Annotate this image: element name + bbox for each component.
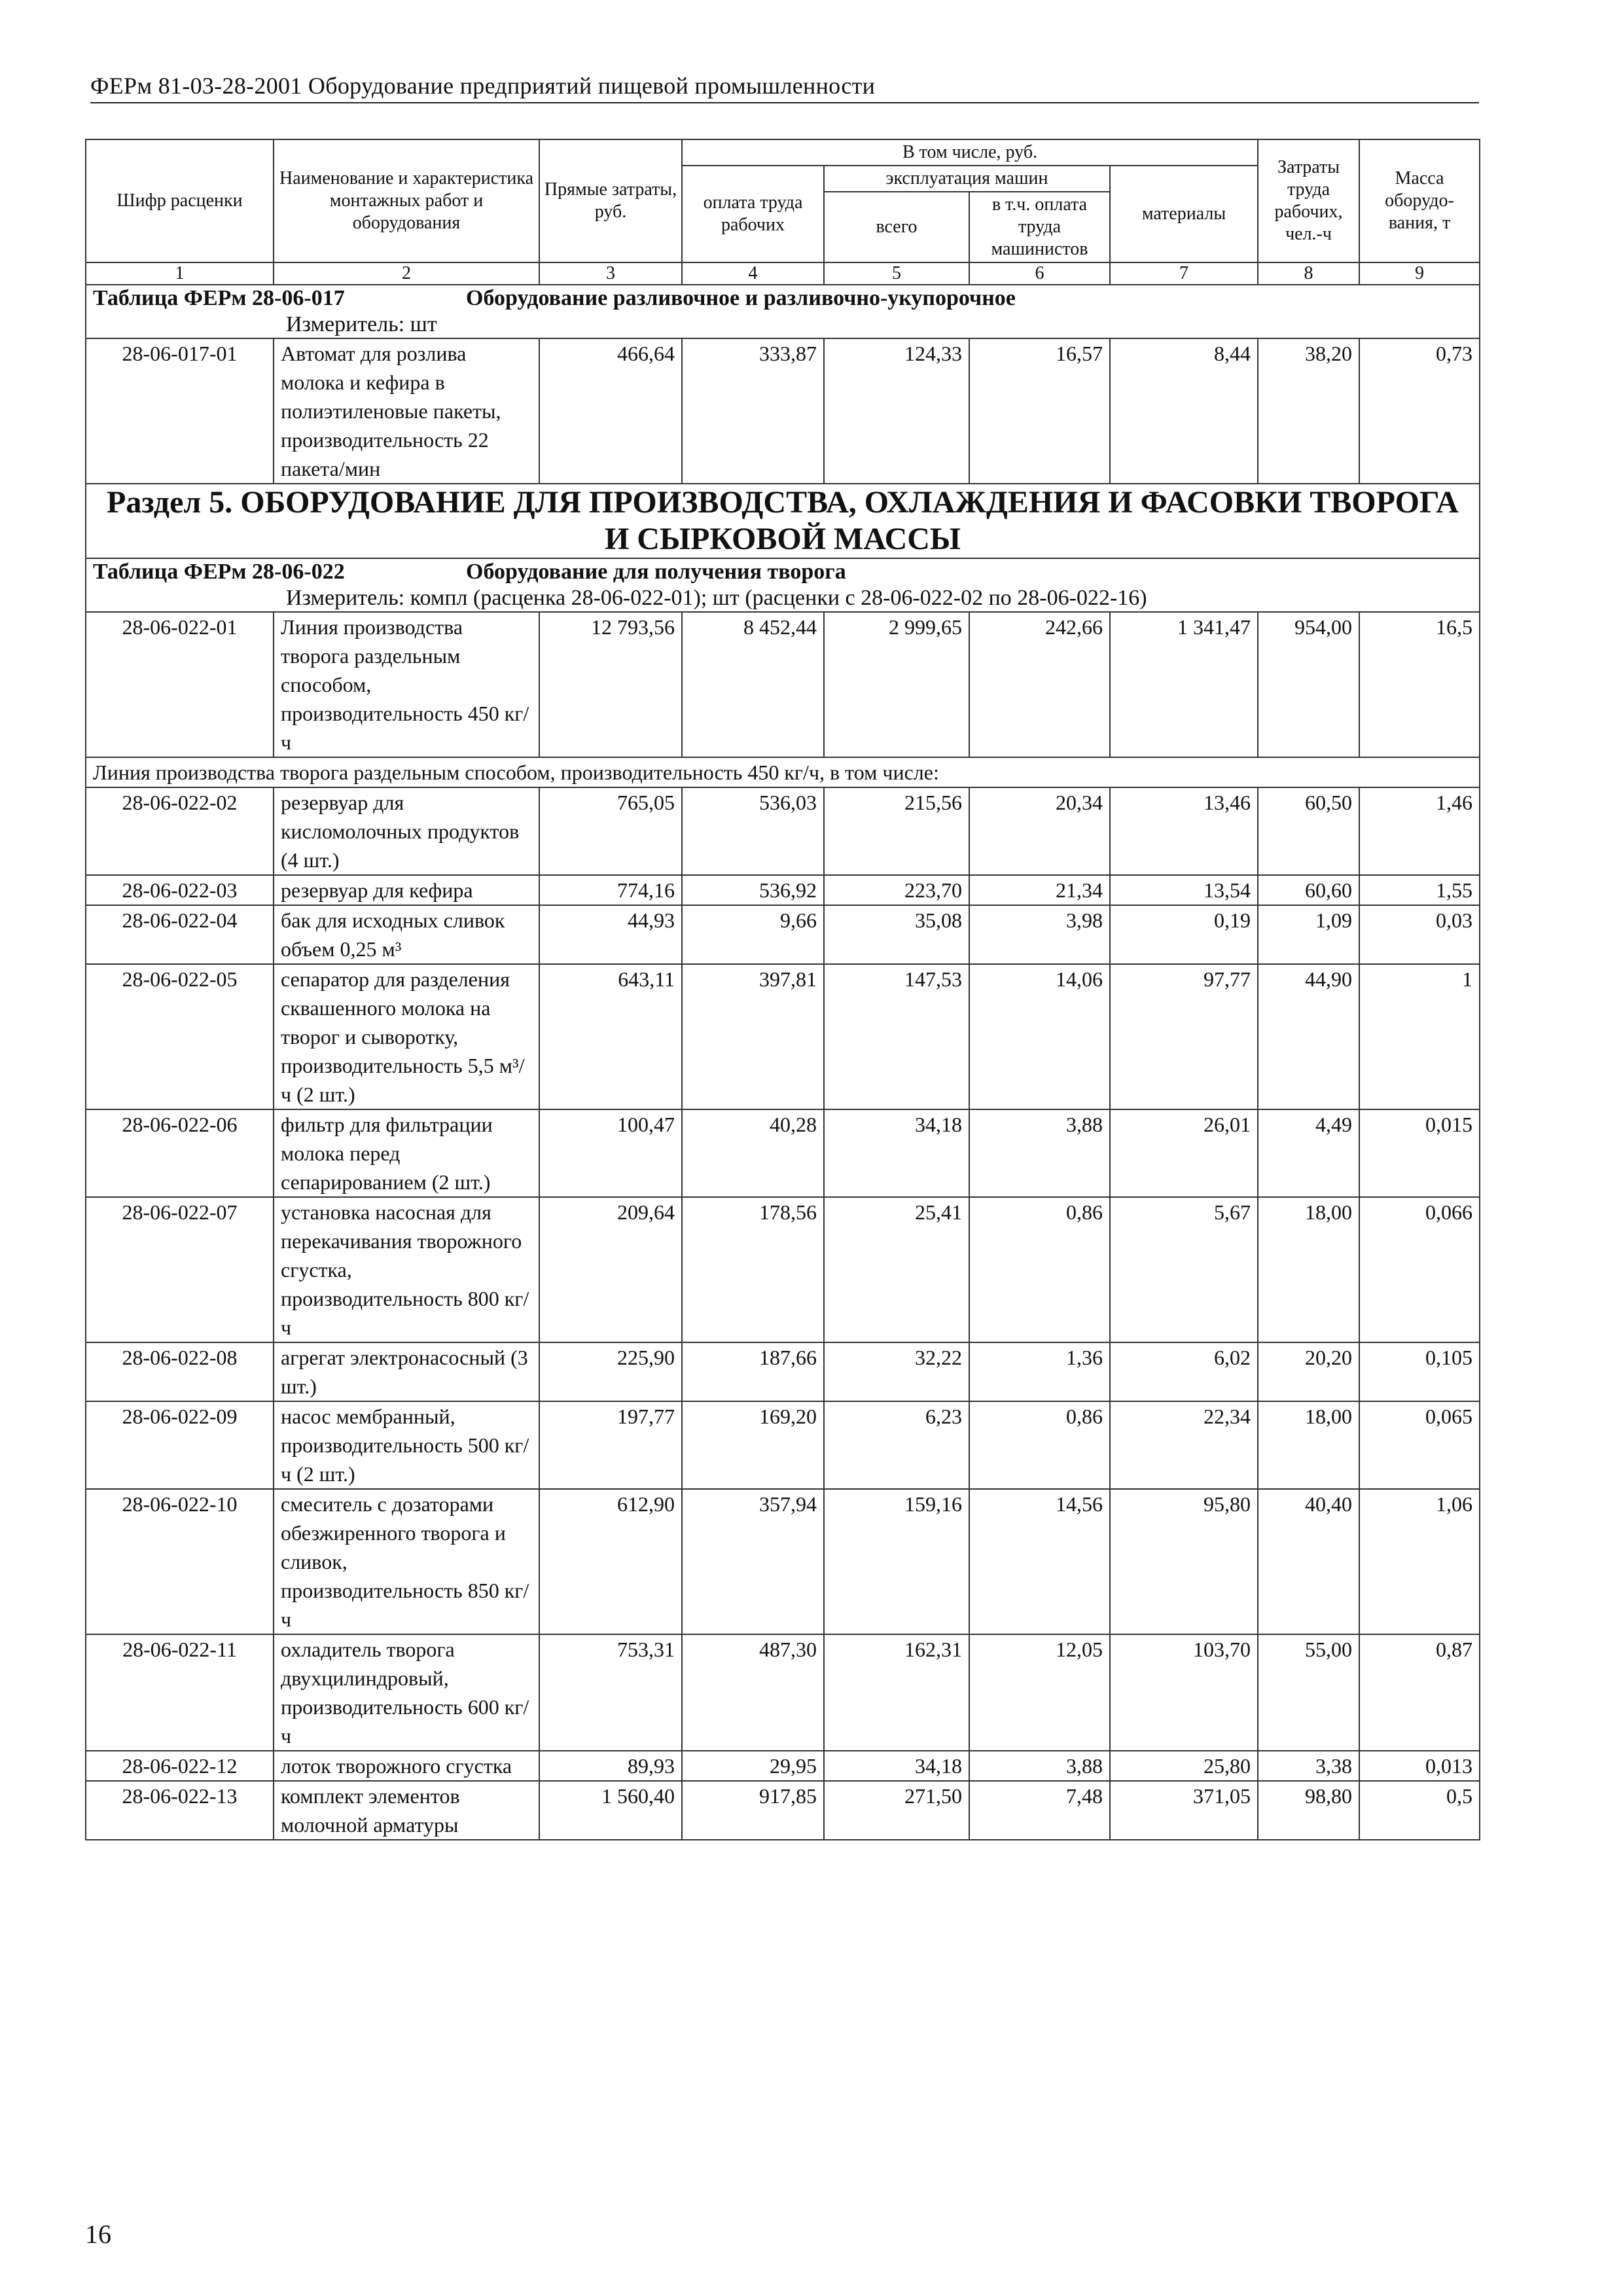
- machine-total: 223,70: [824, 875, 969, 905]
- wage-cost: 333,87: [682, 338, 824, 484]
- machine-total: 6,23: [824, 1401, 969, 1489]
- materials-cost: 26,01: [1110, 1109, 1258, 1197]
- equipment-mass: 0,87: [1359, 1634, 1480, 1751]
- machinist-wage: 242,66: [969, 612, 1110, 757]
- machine-total: 159,16: [824, 1489, 969, 1634]
- table-row: [86, 1109, 1480, 1197]
- machine-total: 215,56: [824, 787, 969, 875]
- table-row: [86, 1197, 1480, 1342]
- col-name: Наименование и характеристика монтажных работ и оборудования: [274, 139, 539, 262]
- column-numbers: [86, 262, 1480, 285]
- machinist-wage: 7,48: [969, 1781, 1110, 1840]
- materials-cost: 13,46: [1110, 787, 1258, 875]
- table1-name: Таблица ФЕРм 28-06-017: [93, 286, 345, 310]
- direct-cost: 1 560,40: [539, 1781, 682, 1840]
- materials-cost: 8,44: [1110, 338, 1258, 484]
- rate-code: 28-06-022-13: [86, 1781, 274, 1840]
- page-header: ФЕРм 81-03-28-2001 Оборудование предприятий пищевой промышленности: [90, 72, 1479, 103]
- section-heading: [86, 484, 1480, 558]
- wage-cost: 8 452,44: [682, 612, 824, 757]
- wage-cost: 9,66: [682, 905, 824, 964]
- rate-code: 28-06-022-08: [86, 1342, 274, 1401]
- work-name: установка насосная для перекачивания творожного сгустка, производительность 800 кг/ч: [274, 1197, 539, 1342]
- labor-hours: 98,80: [1258, 1781, 1359, 1840]
- col-num: 9: [1359, 262, 1480, 285]
- wage-cost: 917,85: [682, 1781, 824, 1840]
- table-row: [86, 612, 1480, 757]
- machine-total: 34,18: [824, 1751, 969, 1781]
- table1-measure: Измеритель: шт: [286, 312, 437, 336]
- table-header: [86, 139, 1480, 285]
- work-name: агрегат электронасосный (3 шт.): [274, 1342, 539, 1401]
- machinist-wage: 21,34: [969, 875, 1110, 905]
- rate-code: 28-06-022-02: [86, 787, 274, 875]
- labor-hours: 954,00: [1258, 612, 1359, 757]
- equipment-mass: 0,013: [1359, 1751, 1480, 1781]
- table-row: [86, 1489, 1480, 1634]
- col-num: 1: [86, 262, 274, 285]
- col-labor: Затраты труда рабочих, чел.-ч: [1258, 139, 1359, 262]
- table2-title: Оборудование для получения творога: [466, 560, 846, 584]
- wage-cost: 29,95: [682, 1751, 824, 1781]
- equipment-mass: 1,06: [1359, 1489, 1480, 1634]
- materials-cost: 1 341,47: [1110, 612, 1258, 757]
- direct-cost: 774,16: [539, 875, 682, 905]
- rate-code: 28-06-022-04: [86, 905, 274, 964]
- machinist-wage: 0,86: [969, 1197, 1110, 1342]
- direct-cost: 209,64: [539, 1197, 682, 1342]
- materials-cost: 22,34: [1110, 1401, 1258, 1489]
- wage-cost: 487,30: [682, 1634, 824, 1751]
- wage-cost: 397,81: [682, 964, 824, 1109]
- equipment-mass: 0,015: [1359, 1109, 1480, 1197]
- equipment-mass: 0,066: [1359, 1197, 1480, 1342]
- col-incl: В том числе, руб.: [682, 139, 1258, 166]
- table-row: [86, 1401, 1480, 1489]
- table-row: [86, 875, 1480, 905]
- col-num: 5: [824, 262, 969, 285]
- work-name: резервуар для кисломолочных продуктов (4 шт.): [274, 787, 539, 875]
- rate-code: 28-06-022-06: [86, 1109, 274, 1197]
- table-row: [86, 964, 1480, 1109]
- equipment-mass: 0,73: [1359, 338, 1480, 484]
- machine-total: 25,41: [824, 1197, 969, 1342]
- rate-code: 28-06-017-01: [86, 338, 274, 484]
- machine-total: 147,53: [824, 964, 969, 1109]
- machine-total: 34,18: [824, 1109, 969, 1197]
- table-row: [86, 905, 1480, 964]
- machinist-wage: 16,57: [969, 338, 1110, 484]
- table2-heading: [86, 558, 1480, 612]
- table-row: [86, 1751, 1480, 1781]
- materials-cost: 13,54: [1110, 875, 1258, 905]
- materials-cost: 97,77: [1110, 964, 1258, 1109]
- wage-cost: 187,66: [682, 1342, 824, 1401]
- rates-table: [85, 139, 1480, 1840]
- col-num: 6: [969, 262, 1110, 285]
- wage-cost: 536,03: [682, 787, 824, 875]
- labor-hours: 44,90: [1258, 964, 1359, 1109]
- labor-hours: 38,20: [1258, 338, 1359, 484]
- labor-hours: 1,09: [1258, 905, 1359, 964]
- equipment-mass: 1,55: [1359, 875, 1480, 905]
- wage-cost: 169,20: [682, 1401, 824, 1489]
- work-name: бак для исходных сливок объем 0,25 м³: [274, 905, 539, 964]
- equipment-mass: 1: [1359, 964, 1480, 1109]
- work-name: фильтр для фильтрации молока перед сепарированием (2 шт.): [274, 1109, 539, 1197]
- col-num: 4: [682, 262, 824, 285]
- table-row: [86, 1781, 1480, 1840]
- machine-total: 124,33: [824, 338, 969, 484]
- direct-cost: 89,93: [539, 1751, 682, 1781]
- table2-name: Таблица ФЕРм 28-06-022: [93, 560, 345, 584]
- materials-cost: 371,05: [1110, 1781, 1258, 1840]
- page-number: 16: [85, 2219, 111, 2249]
- labor-hours: 3,38: [1258, 1751, 1359, 1781]
- work-name: Линия производства творога раздельным способом, производительность 450 кг/ч: [274, 612, 539, 757]
- wage-cost: 357,94: [682, 1489, 824, 1634]
- direct-cost: 765,05: [539, 787, 682, 875]
- col-direct: Прямые затраты, руб.: [539, 139, 682, 262]
- work-name: насос мембранный, производительность 500 кг/ч (2 шт.): [274, 1401, 539, 1489]
- table-row: [86, 1342, 1480, 1401]
- direct-cost: 12 793,56: [539, 612, 682, 757]
- col-mwage: в т.ч. оплата труда машинистов: [969, 192, 1110, 262]
- labor-hours: 55,00: [1258, 1634, 1359, 1751]
- work-name: охладитель творога двухцилиндровый, производительность 600 кг/ч: [274, 1634, 539, 1751]
- col-machines: эксплуатация машин: [824, 166, 1110, 192]
- composition-note: [86, 757, 1480, 787]
- machinist-wage: 3,88: [969, 1109, 1110, 1197]
- col-num: 3: [539, 262, 682, 285]
- col-num: 7: [1110, 262, 1258, 285]
- materials-cost: 103,70: [1110, 1634, 1258, 1751]
- direct-cost: 466,64: [539, 338, 682, 484]
- machinist-wage: 14,56: [969, 1489, 1110, 1634]
- labor-hours: 4,49: [1258, 1109, 1359, 1197]
- materials-cost: 0,19: [1110, 905, 1258, 964]
- col-materials: материалы: [1110, 166, 1258, 262]
- wage-cost: 40,28: [682, 1109, 824, 1197]
- machinist-wage: 20,34: [969, 787, 1110, 875]
- materials-cost: 5,67: [1110, 1197, 1258, 1342]
- machine-total: 271,50: [824, 1781, 969, 1840]
- col-num: 8: [1258, 262, 1359, 285]
- machinist-wage: 3,98: [969, 905, 1110, 964]
- note-text: Линия производства творога раздельным способом, производительность 450 кг/ч, в том числе:: [86, 757, 1480, 787]
- table-row: [86, 1634, 1480, 1751]
- labor-hours: 18,00: [1258, 1197, 1359, 1342]
- work-name: лоток творожного сгустка: [274, 1751, 539, 1781]
- equipment-mass: 0,5: [1359, 1781, 1480, 1840]
- table-row: [86, 787, 1480, 875]
- equipment-mass: 1,46: [1359, 787, 1480, 875]
- direct-cost: 225,90: [539, 1342, 682, 1401]
- direct-cost: 753,31: [539, 1634, 682, 1751]
- direct-cost: 100,47: [539, 1109, 682, 1197]
- labor-hours: 18,00: [1258, 1401, 1359, 1489]
- rate-code: 28-06-022-12: [86, 1751, 274, 1781]
- table2-measure: Измеритель: компл (расценка 28-06-022-01); шт (расценки с 28-06-022-02 по 28-06-022-16): [286, 586, 1147, 610]
- machine-total: 2 999,65: [824, 612, 969, 757]
- wage-cost: 536,92: [682, 875, 824, 905]
- work-name: смеситель с дозаторами обезжиренного творога и сливок, производительность 850 кг/ч: [274, 1489, 539, 1634]
- work-name: Автомат для розлива молока и кефира в полиэтиленовые пакеты, производительность 22 пакета/мин: [274, 338, 539, 484]
- work-name: резервуар для кефира: [274, 875, 539, 905]
- equipment-mass: 16,5: [1359, 612, 1480, 757]
- direct-cost: 643,11: [539, 964, 682, 1109]
- rate-code: 28-06-022-11: [86, 1634, 274, 1751]
- labor-hours: 60,50: [1258, 787, 1359, 875]
- equipment-mass: 0,065: [1359, 1401, 1480, 1489]
- labor-hours: 60,60: [1258, 875, 1359, 905]
- machinist-wage: 3,88: [969, 1751, 1110, 1781]
- work-name: сепаратор для разделения сквашенного молока на творог и сыворотку, производительность 5,5 м³/ч (2 шт.): [274, 964, 539, 1109]
- machinist-wage: 12,05: [969, 1634, 1110, 1751]
- table1-heading: [86, 285, 1480, 338]
- machinist-wage: 0,86: [969, 1401, 1110, 1489]
- labor-hours: 20,20: [1258, 1342, 1359, 1401]
- machinist-wage: 14,06: [969, 964, 1110, 1109]
- direct-cost: 612,90: [539, 1489, 682, 1634]
- col-num: 2: [274, 262, 539, 285]
- col-mass: Масса оборудо-вания, т: [1359, 139, 1480, 262]
- direct-cost: 197,77: [539, 1401, 682, 1489]
- table1-title: Оборудование разливочное и разливочно-укупорочное: [466, 286, 1016, 310]
- wage-cost: 178,56: [682, 1197, 824, 1342]
- materials-cost: 95,80: [1110, 1489, 1258, 1634]
- section-title: Раздел 5. ОБОРУДОВАНИЕ ДЛЯ ПРОИЗВОДСТВА, ОХЛАЖДЕНИЯ И ФАСОВКИ ТВОРОГА И СЫРКОВОЙ МАССЫ: [86, 484, 1480, 558]
- machine-total: 35,08: [824, 905, 969, 964]
- col-total: всего: [824, 192, 969, 262]
- rate-code: 28-06-022-01: [86, 612, 274, 757]
- col-wage: оплата труда рабочих: [682, 166, 824, 262]
- equipment-mass: 0,105: [1359, 1342, 1480, 1401]
- table-row: [86, 338, 1480, 484]
- rate-code: 28-06-022-10: [86, 1489, 274, 1634]
- machine-total: 162,31: [824, 1634, 969, 1751]
- machinist-wage: 1,36: [969, 1342, 1110, 1401]
- col-shifr: Шифр расценки: [86, 139, 274, 262]
- equipment-mass: 0,03: [1359, 905, 1480, 964]
- rate-code: 28-06-022-03: [86, 875, 274, 905]
- machine-total: 32,22: [824, 1342, 969, 1401]
- materials-cost: 6,02: [1110, 1342, 1258, 1401]
- rate-code: 28-06-022-07: [86, 1197, 274, 1342]
- rate-code: 28-06-022-05: [86, 964, 274, 1109]
- labor-hours: 40,40: [1258, 1489, 1359, 1634]
- rate-code: 28-06-022-09: [86, 1401, 274, 1489]
- materials-cost: 25,80: [1110, 1751, 1258, 1781]
- work-name: комплект элементов молочной арматуры: [274, 1781, 539, 1840]
- direct-cost: 44,93: [539, 905, 682, 964]
